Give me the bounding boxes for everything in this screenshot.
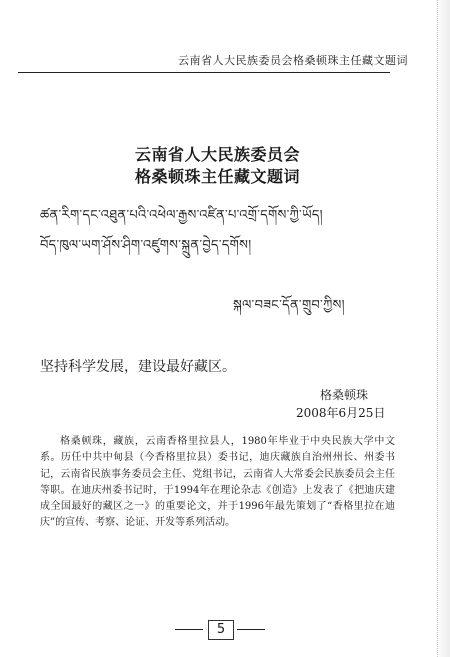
running-header: 云南省人大民族委员会格桑顿珠主任藏文题词 — [178, 54, 408, 67]
signature-name: 格桑顿珠 — [320, 388, 369, 402]
scan-edge-line — [437, 0, 438, 657]
tibetan-inscription-line-1: ཚན་རིག་དང་འཐུན་པའི་འཕེལ་རྒྱས་འཛིན་པ་འགྲོ་དགོས་ཀྱི་ཡོད། — [40, 208, 323, 223]
footer-rule-left — [175, 629, 203, 630]
scan-edge-shadow — [436, 0, 450, 657]
tibetan-signature: སྐལ་བཟང་དོན་གྲུབ་ཀྱིས། — [233, 298, 345, 313]
page-footer — [175, 620, 265, 640]
page-number: 5 — [208, 620, 234, 640]
tibetan-inscription-line-2: བོད་ཁུལ་ཡག་ཤོས་ཤིག་འཛུགས་སྐྲུན་བྱེད་དགོས། — [40, 238, 252, 253]
header-rule — [18, 72, 390, 73]
footer-rule-right — [237, 629, 265, 630]
biography-paragraph: 格桑顿珠，藏族，云南香格里拉县人，1980年毕业于中央民族大学中文系。历任中共中甸县（今香格里拉县）委书记，迪庆藏族自治州州长、州委书记，云南省民族事务委员会主任、党组书记，云南省人大常委会民族委员会主任等职。在迪庆州委书记时，于1994年在理论杂志《创造》上发表了《把迪庆建成全国最好的藏区之一》的重要论文，并于1996年最先策划了“香格里拉在迪庆”的宣传、考察、论证、开发等系列活动。 — [40, 436, 395, 529]
chinese-inscription: 坚持科学发展，建设最好藏区。 — [40, 359, 236, 375]
signature-date: 2008年6月25日 — [296, 406, 386, 420]
title-line-2: 格桑顿珠主任藏文题词 — [134, 167, 300, 186]
title-line-1: 云南省人大民族委员会 — [134, 145, 300, 164]
